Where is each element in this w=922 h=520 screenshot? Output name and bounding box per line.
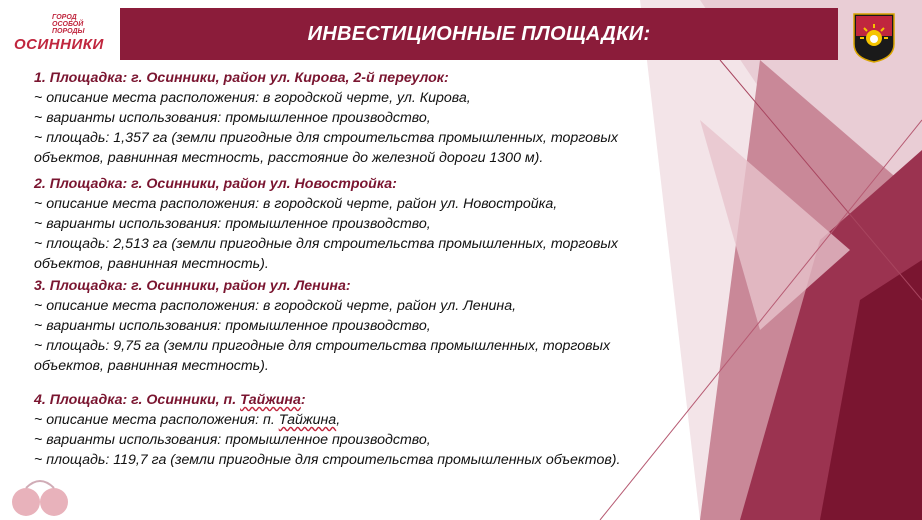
city-logo — [14, 14, 114, 54]
logo-line-3: ПОРОДЫ — [52, 28, 85, 35]
logo-line-1: ГОРОД — [52, 14, 77, 21]
site-location: ~ описание места расположения: в городской черте, ул. Кирова, — [34, 90, 471, 106]
site-location-place: Тайжина — [278, 412, 337, 428]
site-area-continued: объектов, равнинная местность). — [34, 256, 269, 272]
site-title — [34, 390, 854, 410]
site-location-suffix: , — [336, 412, 341, 428]
site-4 — [34, 390, 854, 470]
site-usage: ~ варианты использования: промышленное производство, — [34, 216, 431, 232]
site-usage: ~ варианты использования: промышленное производство, — [34, 318, 431, 334]
site-title-prefix: 4. Площадка: г. Осинники, п. — [34, 392, 241, 408]
site-1 — [34, 68, 854, 168]
site-area-continued: объектов, равнинная местность). — [34, 358, 269, 374]
logo-line-2: ОСОБОЙ — [52, 21, 84, 28]
site-location-prefix: ~ описание места расположения: п. — [34, 412, 279, 428]
logo-main-text: ОСИННИКИ — [14, 36, 104, 53]
coat-of-arms-icon — [850, 10, 898, 64]
site-usage: ~ варианты использования: промышленное производство, — [34, 432, 431, 448]
site-area-continued: объектов, равнинная местность, расстояние до железной дороги 1300 м). — [34, 150, 544, 166]
page-title: ИНВЕСТИЦИОННЫЕ ПЛОЩАДКИ: — [307, 23, 651, 45]
site-2 — [34, 174, 854, 274]
site-area: ~ площадь: 1,357 га (земли пригодные для строительства промышленных, торговых — [34, 130, 618, 146]
site-3 — [34, 276, 854, 376]
site-area: ~ площадь: 9,75 га (земли пригодные для строительства промышленных, торговых — [34, 338, 611, 354]
site-title-place: Тайжина — [240, 392, 301, 408]
site-title: 2. Площадка: г. Осинники, район ул. Новостройка: — [34, 176, 397, 192]
site-usage: ~ варианты использования: промышленное производство, — [34, 110, 431, 126]
site-location: ~ описание места расположения: в городской черте, район ул. Новостройка, — [34, 196, 558, 212]
site-title: 3. Площадка: г. Осинники, район ул. Ленина: — [34, 278, 351, 294]
site-location: ~ описание места расположения: в городской черте, район ул. Ленина, — [34, 298, 517, 314]
site-location — [34, 410, 854, 430]
site-title-suffix: : — [300, 392, 306, 408]
cherry-decor-icon — [4, 474, 82, 518]
sites-list — [34, 68, 854, 476]
site-area: ~ площадь: 2,513 га (земли пригодные для строительства промышленных, торговых — [34, 236, 618, 252]
site-area: ~ площадь: 119,7 га (земли пригодные для строительства промышленных объектов). — [34, 452, 621, 468]
site-title: 1. Площадка: г. Осинники, район ул. Кирова, 2-й переулок: — [34, 70, 449, 86]
